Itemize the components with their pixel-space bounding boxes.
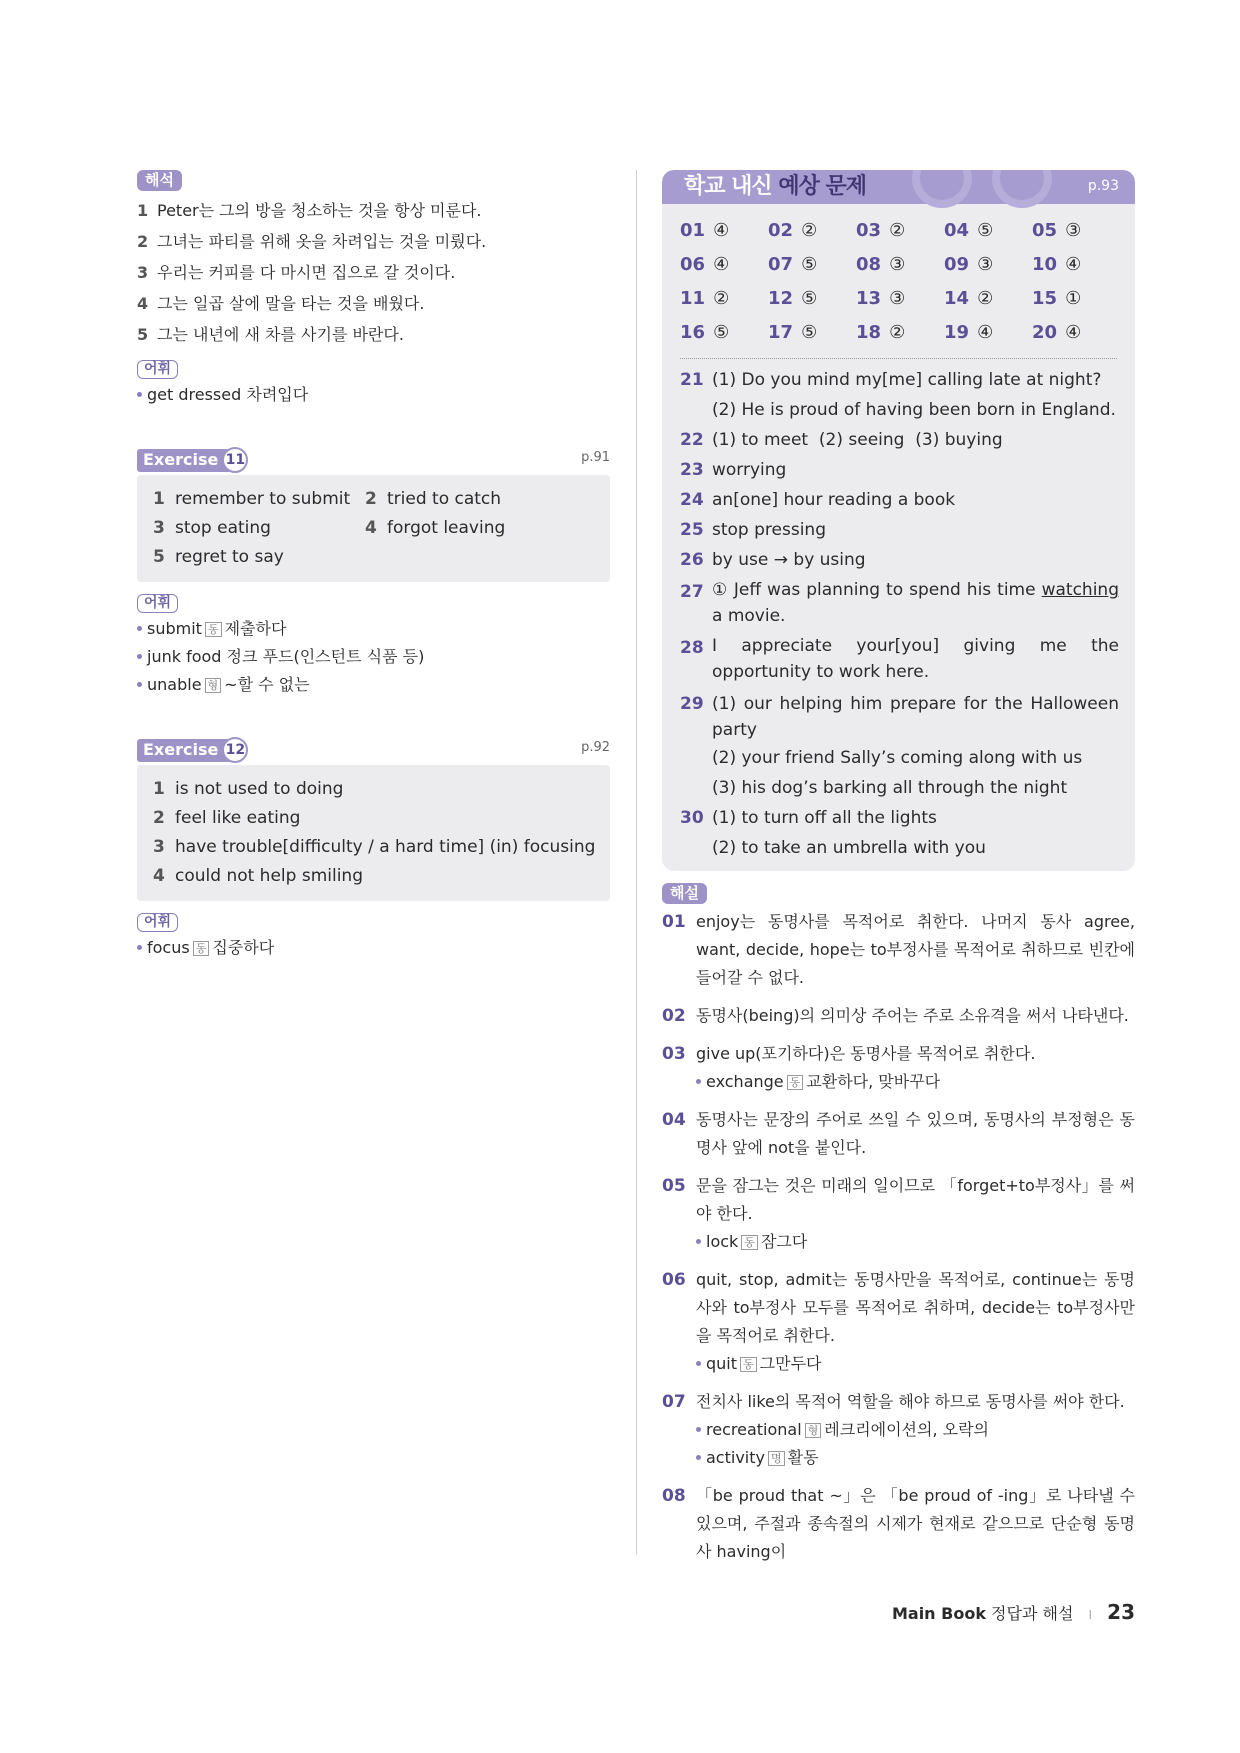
vocab-item bbox=[137, 934, 610, 962]
page-reference: p.91 bbox=[581, 450, 610, 465]
vocab-tag: 어휘 bbox=[137, 594, 178, 613]
item-number: 1 bbox=[137, 201, 149, 220]
question-number: 16 bbox=[680, 322, 706, 343]
answer-choice: ③ bbox=[889, 254, 906, 275]
answer-item: 2 tried to catch bbox=[365, 489, 502, 509]
exercise-label: Exercise bbox=[137, 739, 238, 762]
explanation-item: 08 「be proud that ~」은 「be proud of -ing」로 나타낼 수 있으며, 주절과 종속절의 시제가 현재로 같으므로 단순형 동명사 having이 bbox=[662, 1486, 1135, 1561]
vocab-word: unable bbox=[147, 675, 202, 694]
footer-label: 정답과 해설 bbox=[991, 1604, 1074, 1623]
grid-answer bbox=[680, 248, 768, 282]
exercise-number-badge: 11 bbox=[222, 447, 248, 473]
item-number: 3 bbox=[137, 263, 149, 282]
translation-list bbox=[137, 195, 610, 350]
answer-item: 3 stop eating bbox=[153, 518, 271, 538]
part-of-speech: 형 bbox=[205, 678, 222, 693]
question-number: 17 bbox=[768, 322, 794, 343]
explanation-item: 01 enjoy는 동명사를 목적어로 취한다. 나머지 동사 agree, want, decide, hope는 to부정사를 목적어로 취하므로 빈칸에 들어갈 수 없다. bbox=[662, 912, 1135, 987]
item-text: 우리는 커피를 다 마시면 집으로 갈 것이다. bbox=[157, 263, 456, 282]
vocab-meaning: 제출하다 bbox=[224, 619, 287, 638]
answer-choice: ⑤ bbox=[801, 254, 818, 275]
right-column bbox=[662, 170, 1135, 1566]
bullet-icon bbox=[137, 945, 142, 950]
explanation-item: 06 quit, stop, admit는 동명사만을 목적어로, continue는 동명사와 to부정사 모두를 목적어로 취하며, decide는 to부정사만을 목적어로 취한다. quit 동 그만두다 bbox=[662, 1266, 1135, 1378]
grid-answer bbox=[944, 316, 1032, 350]
question-number: 05 bbox=[1032, 220, 1058, 241]
vocab-tag: 어휘 bbox=[137, 913, 178, 932]
page-reference: p.92 bbox=[581, 740, 610, 755]
vocab-meaning: 집중하다 bbox=[212, 938, 275, 957]
answer-item: 25 stop pressing bbox=[680, 520, 826, 540]
page-footer bbox=[892, 1600, 1135, 1624]
exercise-12-answers bbox=[137, 765, 610, 901]
answer-choice: ② bbox=[889, 220, 906, 241]
grid-answer bbox=[856, 282, 944, 316]
item-text: 그녀는 파티를 위해 옷을 차려입는 것을 미뤘다. bbox=[157, 232, 487, 251]
column-divider bbox=[636, 170, 637, 1555]
question-number: 06 bbox=[680, 254, 706, 275]
vocab-word: focus bbox=[147, 938, 190, 957]
exercise-12-header bbox=[137, 735, 610, 763]
vocab-word: submit bbox=[147, 619, 202, 638]
grid-answer bbox=[1032, 282, 1120, 316]
item-text: 그는 내년에 새 차를 사기를 바란다. bbox=[157, 325, 404, 344]
answer-choice: ④ bbox=[977, 322, 994, 343]
grid-answer bbox=[680, 282, 768, 316]
vocab-item bbox=[137, 381, 610, 409]
dotted-separator bbox=[680, 358, 1117, 359]
grid-answer bbox=[680, 214, 768, 248]
question-number: 08 bbox=[856, 254, 882, 275]
grid-answer bbox=[768, 282, 856, 316]
explanation-item: 02 동명사(being)의 의미상 주어는 주로 소유격을 써서 나타낸다. bbox=[662, 1006, 1129, 1026]
section-title: 학교 내신 예상 문제 bbox=[684, 174, 867, 199]
translation-item bbox=[137, 319, 610, 350]
answer-choice: ② bbox=[977, 288, 994, 309]
vocab-list bbox=[137, 615, 610, 699]
question-number: 12 bbox=[768, 288, 794, 309]
answer-choice: ③ bbox=[1065, 220, 1082, 241]
answer-item: 4 could not help smiling bbox=[153, 866, 363, 886]
vocab-meaning: 정크 푸드(인스턴트 식품 등) bbox=[226, 647, 425, 666]
explanation-item: 03 give up(포기하다)은 동명사를 목적어로 취한다. exchange 동 교환하다, 맞바꾸다 bbox=[662, 1040, 1135, 1096]
answer-choice: ② bbox=[889, 322, 906, 343]
item-text: Peter는 그의 방을 청소하는 것을 항상 미룬다. bbox=[157, 201, 482, 220]
item-number: 5 bbox=[137, 325, 149, 344]
vocab-tag: 어휘 bbox=[137, 360, 178, 379]
answer-choice: ③ bbox=[889, 288, 906, 309]
translation-item bbox=[137, 288, 610, 319]
vocab-list bbox=[137, 934, 610, 962]
grid-answer bbox=[680, 316, 768, 350]
translation-item bbox=[137, 226, 610, 257]
school-exam-header bbox=[662, 170, 1135, 204]
vocab-item: lock 동 잠그다 bbox=[696, 1228, 1135, 1256]
answer-item: 1 remember to submit bbox=[153, 489, 351, 509]
item-number: 4 bbox=[137, 294, 149, 313]
grid-answer bbox=[944, 214, 1032, 248]
grid-answer bbox=[856, 248, 944, 282]
part-of-speech: 동 bbox=[193, 941, 210, 956]
question-number: 09 bbox=[944, 254, 970, 275]
explanation-item: 04 동명사는 문장의 주어로 쓰일 수 있으며, 동명사의 부정형은 동명사 앞에 not을 붙인다. bbox=[662, 1110, 1135, 1157]
answer-item: 2 feel like eating bbox=[153, 808, 301, 828]
answer-item: 27 ① Jeff was planning to spend his time watching a movie. bbox=[680, 580, 1119, 626]
page-number: 23 bbox=[1107, 1600, 1135, 1624]
question-number: 03 bbox=[856, 220, 882, 241]
left-column bbox=[137, 170, 610, 962]
question-number: 10 bbox=[1032, 254, 1058, 275]
question-number: 13 bbox=[856, 288, 882, 309]
answer-item: 22 (1) to meet (2) seeing (3) buying bbox=[680, 430, 1003, 450]
answer-item: 21 (1) Do you mind my[me] calling late at night? (2) He is proud of having been born in England. bbox=[680, 370, 1116, 420]
question-number: 19 bbox=[944, 322, 970, 343]
vocab-item bbox=[137, 671, 610, 699]
vocab-word: junk food bbox=[147, 647, 222, 666]
answer-item: 29 (1) our helping him prepare for the Halloween party (2) your friend Sally’s coming along with us (3) his dog’s barking all through the night bbox=[680, 694, 1119, 798]
footer-separator: I bbox=[1088, 1608, 1093, 1622]
answer-choice: ⑤ bbox=[713, 322, 730, 343]
written-answers bbox=[662, 365, 1135, 871]
question-number: 18 bbox=[856, 322, 882, 343]
vocab-meaning: ~할 수 없는 bbox=[224, 675, 310, 694]
school-exam-box bbox=[662, 170, 1135, 871]
answer-choice: ⑤ bbox=[801, 322, 818, 343]
part-of-speech: 동 bbox=[205, 622, 222, 637]
page-reference: p.93 bbox=[1087, 178, 1119, 194]
vocab-list bbox=[137, 381, 610, 409]
explanation-item: 05 문을 잠그는 것은 미래의 일이므로 「forget+to부정사」를 써야 한다. lock 동 잠그다 bbox=[662, 1172, 1135, 1256]
question-number: 02 bbox=[768, 220, 794, 241]
grid-answer bbox=[856, 316, 944, 350]
grid-answer bbox=[856, 214, 944, 248]
grid-answer bbox=[768, 248, 856, 282]
answer-item: 3 have trouble[difficulty / a hard time] (in) focusing bbox=[153, 837, 596, 857]
explanation-tag: 해설 bbox=[662, 883, 707, 904]
vocab-word: get dressed bbox=[147, 385, 242, 404]
grid-answer bbox=[768, 214, 856, 248]
answer-choice: ⑤ bbox=[977, 220, 994, 241]
question-number: 04 bbox=[944, 220, 970, 241]
item-number: 2 bbox=[137, 232, 149, 251]
grid-answer bbox=[944, 248, 1032, 282]
answer-choice: ② bbox=[713, 288, 730, 309]
question-number: 15 bbox=[1032, 288, 1058, 309]
book-name: Main Book bbox=[891, 1604, 986, 1623]
answer-item: 24 an[one] hour reading a book bbox=[680, 490, 956, 510]
answer-grid bbox=[662, 204, 1135, 350]
grid-answer bbox=[768, 316, 856, 350]
header-decoration bbox=[912, 170, 972, 208]
explanation-item: 07 전치사 like의 목적어 역할을 해야 하므로 동명사를 써야 한다. recreational 형 레크리에이션의, 오락의 activity 명 활동 bbox=[662, 1388, 1135, 1472]
exercise-label: Exercise bbox=[137, 449, 238, 472]
grid-answer bbox=[1032, 316, 1120, 350]
exercise-11-header bbox=[137, 445, 610, 473]
item-text: 그는 일곱 살에 말을 타는 것을 배웠다. bbox=[157, 294, 425, 313]
vocab-item: exchange 동 교환하다, 맞바꾸다 bbox=[696, 1068, 1135, 1096]
header-decoration bbox=[992, 170, 1052, 208]
question-number: 11 bbox=[680, 288, 706, 309]
translation-item bbox=[137, 257, 610, 288]
grid-answer bbox=[944, 282, 1032, 316]
answer-item: 5 regret to say bbox=[153, 547, 284, 567]
explanations bbox=[662, 883, 1135, 1566]
answer-item: 4 forgot leaving bbox=[365, 518, 506, 538]
answer-choice: ④ bbox=[713, 254, 730, 275]
grid-answer bbox=[1032, 214, 1120, 248]
answer-choice: ④ bbox=[713, 220, 730, 241]
answer-choice: ④ bbox=[1065, 254, 1082, 275]
bullet-icon bbox=[137, 682, 142, 687]
question-number: 01 bbox=[680, 220, 706, 241]
question-number: 07 bbox=[768, 254, 794, 275]
bullet-icon bbox=[137, 654, 142, 659]
answer-choice: ⑤ bbox=[801, 288, 818, 309]
translation-item bbox=[137, 195, 610, 226]
answer-choice: ② bbox=[801, 220, 818, 241]
answer-choice: ③ bbox=[977, 254, 994, 275]
answer-item: 26 by use → by using bbox=[680, 550, 866, 570]
question-number: 20 bbox=[1032, 322, 1058, 343]
bullet-icon bbox=[137, 626, 142, 631]
question-number: 14 bbox=[944, 288, 970, 309]
answer-item: 28 I appreciate your[you] giving me the opportunity to work here. bbox=[680, 636, 1119, 682]
vocab-item: recreational 형 레크리에이션의, 오락의 bbox=[696, 1416, 1135, 1444]
vocab-item bbox=[137, 615, 610, 643]
answer-item: 23 worrying bbox=[680, 460, 787, 480]
haeseok-tag: 해석 bbox=[137, 170, 182, 191]
vocab-item: quit 동 그만두다 bbox=[696, 1350, 1135, 1378]
vocab-item: activity 명 활동 bbox=[696, 1444, 1135, 1472]
answer-item: 30 (1) to turn off all the lights (2) to take an umbrella with you bbox=[680, 808, 986, 858]
exercise-number-badge: 12 bbox=[222, 737, 248, 763]
answer-choice: ① bbox=[1065, 288, 1082, 309]
bullet-icon bbox=[137, 392, 142, 397]
answer-item: 1 is not used to doing bbox=[153, 779, 344, 799]
vocab-meaning: 차려입다 bbox=[246, 385, 309, 404]
answer-choice: ④ bbox=[1065, 322, 1082, 343]
vocab-item bbox=[137, 643, 610, 671]
grid-answer bbox=[1032, 248, 1120, 282]
exercise-11-answers bbox=[137, 475, 610, 582]
